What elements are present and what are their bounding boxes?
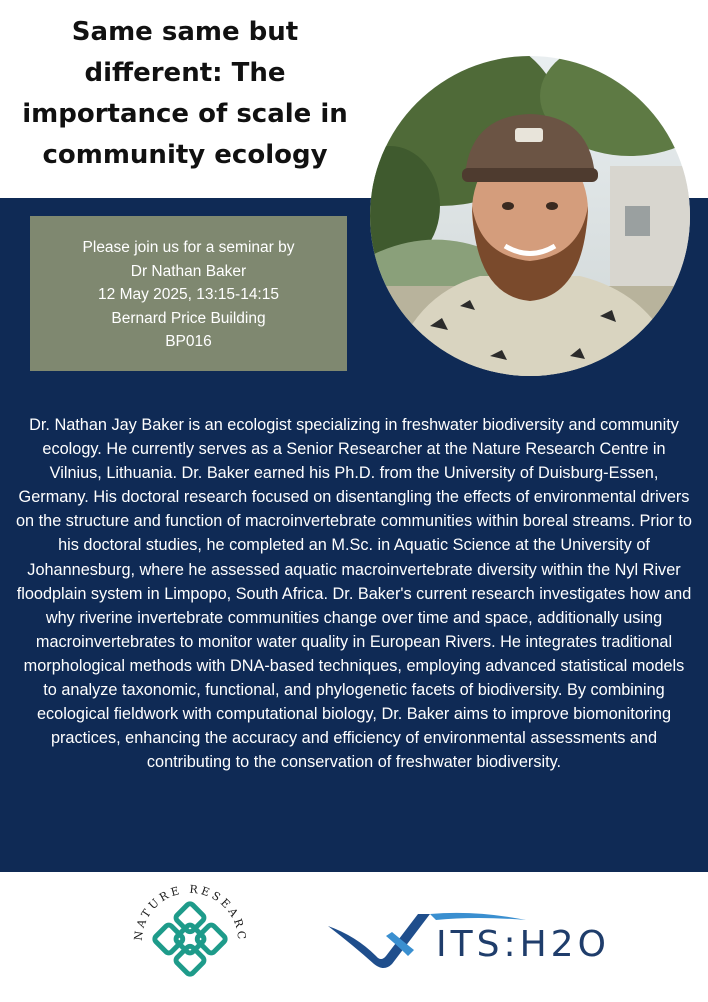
nature-research-centre-logo	[120, 875, 260, 997]
speaker-name: Dr Nathan Baker	[130, 262, 247, 280]
invite-line: Please join us for a seminar by	[82, 239, 295, 256]
seminar-title: Same same but different: The importance of scale in community ecology	[22, 17, 348, 170]
nrc-logo-text: NATURE RESEARC	[131, 882, 249, 943]
seminar-datetime: 12 May 2025, 13:15-14:15	[98, 286, 279, 303]
seminar-building: Bernard Price Building	[111, 309, 266, 327]
seminar-info-box	[30, 216, 347, 371]
speaker-photo	[370, 56, 690, 376]
speaker-bio: Dr. Nathan Jay Baker is an ecologist specializing in freshwater biodiversity and community ecology. He currently serves as a Senior Researcher at the Nature Research Centre in Vilnius, Lithuania. Dr. Baker earned his Ph.D. from the University of Duisburg-Essen, Germany. His doctoral research focused on disentangling the effects of environmental drivers on the structure and function of macroinvertebrate communities within boreal streams. Prior to his doctoral studies, he completed an M.Sc. in Aquatic Science at the University of Johannesburg, where he assessed aquatic macroinvertebrate diversity within the Nyl River floodplain system in Limpopo, South Africa. Dr. Baker's current research investigates how and why riverine invertebrate communities change over time and space, additionally using macroinvertebrates to monitor water quality in European Rivers. He integrates traditional morphological methods with DNA-based techniques, employing advanced statistical models to analyze taxonomic, functional, and phylogenetic facets of biodiversity. By combining ecological fieldwork with computational biology, Dr. Baker aims to improve biomonitoring practices, enhancing the accuracy and efficiency of environmental assessments and contributing to the conservation of freshwater biodiversity.	[16, 416, 692, 772]
wits-logo-text: ITS:H2O	[436, 924, 610, 965]
wits-h2o-logo	[326, 906, 656, 972]
seminar-room: BP016	[165, 333, 212, 350]
